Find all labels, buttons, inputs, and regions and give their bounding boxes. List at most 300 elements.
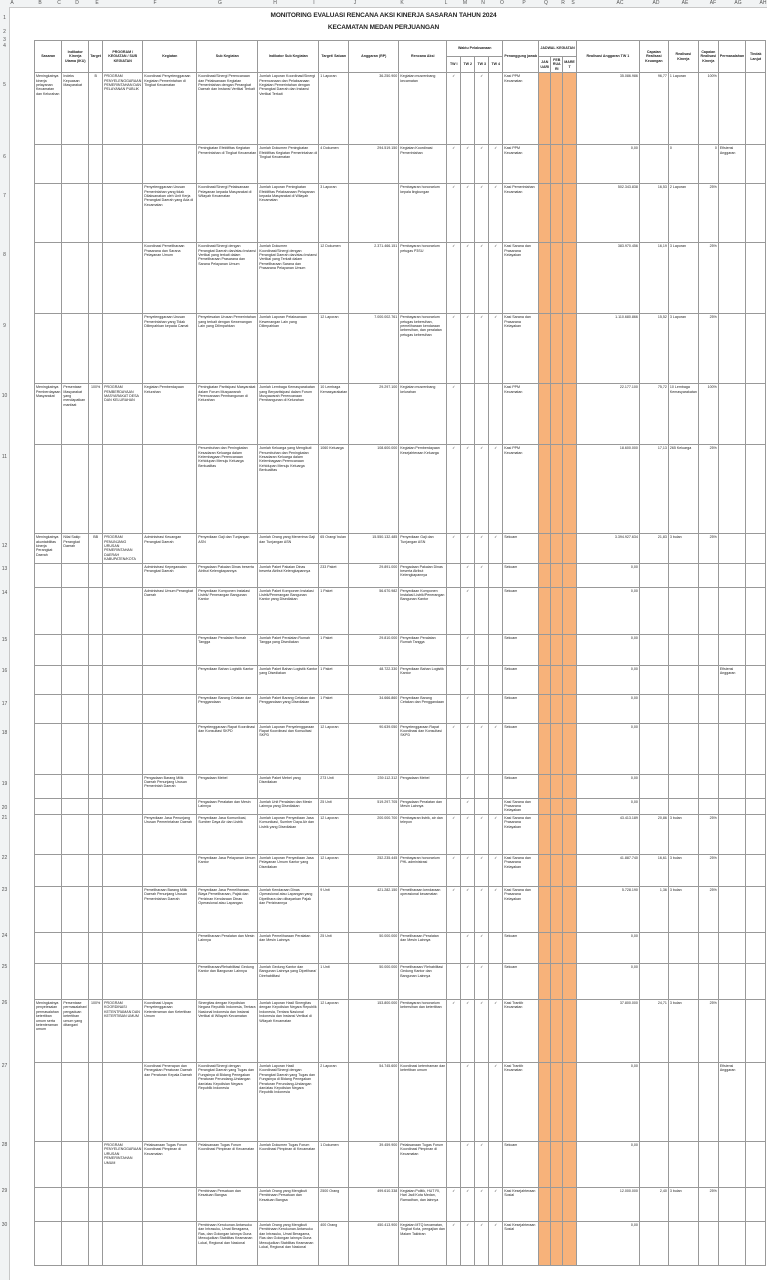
- cell-realisasi-kinerja[interactable]: [668, 932, 698, 963]
- cell-target-satuan[interactable]: 1 Paket: [319, 694, 349, 723]
- cell-sasaran[interactable]: [35, 665, 62, 694]
- cell-target-satuan[interactable]: 400 Orang: [319, 1221, 349, 1265]
- cell-tw2[interactable]: ✓: [461, 886, 475, 932]
- jadwal-cell[interactable]: [563, 243, 577, 314]
- cell-permasalahan[interactable]: [718, 1221, 745, 1265]
- cell-realisasi-kinerja[interactable]: [668, 587, 698, 634]
- row-number[interactable]: 28: [1, 1142, 8, 1148]
- cell-sub-kegiatan[interactable]: Penyediaan Bahan Logistik Kantor: [197, 665, 258, 694]
- cell-realisasi-kinerja[interactable]: [668, 723, 698, 774]
- cell-target-satuan[interactable]: 12 Laporan: [319, 814, 349, 854]
- jadwal-cell[interactable]: [551, 384, 563, 445]
- cell-penanggung-jawab[interactable]: Sekcam: [503, 534, 539, 563]
- cell-program[interactable]: [103, 694, 143, 723]
- cell-target-satuan[interactable]: 1060 Keluarga: [319, 445, 349, 534]
- column-letter[interactable]: O: [500, 0, 504, 6]
- cell-anggaran[interactable]: 48.722.330: [349, 665, 399, 694]
- cell-realisasi-anggaran[interactable]: 0,00: [576, 694, 639, 723]
- jadwal-cell[interactable]: [563, 1062, 577, 1141]
- cell-anggaran[interactable]: 2.371.466.151: [349, 243, 399, 314]
- cell-capaian-kinerja[interactable]: [698, 563, 718, 587]
- cell-tw2[interactable]: ✓: [461, 1221, 475, 1265]
- cell-realisasi-kinerja[interactable]: 3 bulan: [668, 886, 698, 932]
- cell-sasaran[interactable]: [35, 963, 62, 999]
- cell-capaian-kinerja[interactable]: [698, 798, 718, 814]
- cell-target-satuan[interactable]: 12 Dokumen: [319, 243, 349, 314]
- cell-tw3[interactable]: [475, 384, 489, 445]
- cell-capaian-kinerja[interactable]: [698, 723, 718, 774]
- cell-rencana-aksi[interactable]: Koordinasi ketentraman dan ketertiban umum: [399, 1062, 447, 1141]
- cell-indikator-sub[interactable]: Jumlah Dokumen Tugas Forum Koordinasi Pimpinan di Kecamatan: [258, 1141, 319, 1187]
- cell-permasalahan[interactable]: [718, 1141, 745, 1187]
- cell-capaian-kinerja[interactable]: 25%: [698, 814, 718, 854]
- cell-tw1[interactable]: [447, 963, 461, 999]
- cell-kegiatan[interactable]: Penyediaan Jasa Penunjang Urusan Pemerintahan Daerah: [143, 814, 197, 854]
- cell-capaian-kinerja[interactable]: 25%: [698, 999, 718, 1062]
- cell-penanggung-jawab[interactable]: Kasi PPM Kecamatan: [503, 73, 539, 145]
- row-number[interactable]: 1: [3, 15, 6, 21]
- row-number[interactable]: 22: [1, 855, 8, 861]
- cell-anggaran[interactable]: 34.666.860: [349, 694, 399, 723]
- cell-tw1[interactable]: ✓: [447, 184, 461, 243]
- cell-realisasi-anggaran[interactable]: 0,00: [576, 634, 639, 665]
- cell-program[interactable]: [103, 665, 143, 694]
- cell-tindak-lanjut[interactable]: [746, 999, 766, 1062]
- cell-tw3[interactable]: ✓: [475, 243, 489, 314]
- cell-realisasi-anggaran[interactable]: 0,00: [576, 563, 639, 587]
- cell-target-satuan[interactable]: 273 Unit: [319, 774, 349, 798]
- cell-sasaran[interactable]: [35, 694, 62, 723]
- cell-kegiatan[interactable]: [143, 445, 197, 534]
- cell-iku[interactable]: [62, 587, 89, 634]
- cell-anggaran[interactable]: 54.745.600: [349, 1062, 399, 1141]
- row-number[interactable]: 4: [3, 43, 6, 49]
- cell-anggaran[interactable]: 29.810.000: [349, 634, 399, 665]
- jadwal-cell[interactable]: [551, 587, 563, 634]
- cell-tw3[interactable]: [475, 587, 489, 634]
- cell-sasaran[interactable]: [35, 1141, 62, 1187]
- cell-tw1[interactable]: ✓: [447, 723, 461, 774]
- jadwal-cell[interactable]: [563, 854, 577, 886]
- column-letter[interactable]: K: [400, 0, 404, 6]
- cell-target[interactable]: [89, 184, 103, 243]
- cell-capaian-keuangan[interactable]: 1,36: [639, 886, 668, 932]
- jadwal-cell[interactable]: [539, 886, 551, 932]
- cell-target-satuan[interactable]: 1 Paket: [319, 587, 349, 634]
- cell-rencana-aksi[interactable]: Pemeliharaan Peralatan dan Mesin Lainnya: [399, 932, 447, 963]
- cell-rencana-aksi[interactable]: Pengadaan Mebel: [399, 774, 447, 798]
- column-letter[interactable]: R: [561, 0, 565, 6]
- column-letter[interactable]: E: [95, 0, 99, 6]
- cell-capaian-keuangan[interactable]: 16,61: [639, 854, 668, 886]
- cell-penanggung-jawab[interactable]: Sekcam: [503, 665, 539, 694]
- jadwal-cell[interactable]: [539, 184, 551, 243]
- cell-anggaran[interactable]: 153.800.000: [349, 999, 399, 1062]
- cell-indikator-sub[interactable]: Jumlah Orang yang Menerima Gaji dan Tunjangan ASN: [258, 534, 319, 563]
- cell-permasalahan[interactable]: [718, 774, 745, 798]
- cell-rencana-aksi[interactable]: Kegiatan Politik, HUT RI, Hari Jadi Kota Medan, Ramadhan, dan lainnya: [399, 1187, 447, 1221]
- cell-realisasi-anggaran[interactable]: 0,00: [576, 798, 639, 814]
- row-number[interactable]: 26: [1, 1000, 8, 1006]
- cell-penanggung-jawab[interactable]: Kasi Kesejahteraan Sosial: [503, 1187, 539, 1221]
- column-letter[interactable]: I: [313, 0, 315, 6]
- cell-anggaran[interactable]: 421.282.150: [349, 886, 399, 932]
- cell-target[interactable]: [89, 723, 103, 774]
- cell-penanggung-jawab[interactable]: Sekcam: [503, 634, 539, 665]
- cell-tw1[interactable]: [447, 563, 461, 587]
- cell-tindak-lanjut[interactable]: [746, 814, 766, 854]
- cell-sub-kegiatan[interactable]: Koordinasi/Sinergi dengan Perangkat Daerah yang Tugas dan Fungsinya di Bidang Penegakan Peraturan Perundang-Undangan dan/atau Kepolisian Negara Republik Indonesia: [197, 1062, 258, 1141]
- cell-realisasi-kinerja[interactable]: 3 bulan: [668, 854, 698, 886]
- row-number[interactable]: 2: [3, 29, 6, 35]
- cell-anggaran[interactable]: 239.112.312: [349, 774, 399, 798]
- cell-realisasi-kinerja[interactable]: [668, 1221, 698, 1265]
- jadwal-cell[interactable]: [551, 184, 563, 243]
- cell-realisasi-kinerja[interactable]: [668, 774, 698, 798]
- row-number[interactable]: 24: [1, 933, 8, 939]
- cell-capaian-kinerja[interactable]: [698, 665, 718, 694]
- cell-kegiatan[interactable]: Kegiatan Pemberdayaan Kelurahan: [143, 384, 197, 445]
- cell-tw1[interactable]: [447, 774, 461, 798]
- cell-sasaran[interactable]: [35, 243, 62, 314]
- cell-sasaran[interactable]: [35, 774, 62, 798]
- cell-sasaran[interactable]: [35, 563, 62, 587]
- jadwal-cell[interactable]: [551, 445, 563, 534]
- cell-anggaran[interactable]: 7.000.002.761: [349, 314, 399, 384]
- cell-capaian-kinerja[interactable]: [698, 587, 718, 634]
- cell-capaian-keuangan[interactable]: [639, 634, 668, 665]
- cell-anggaran[interactable]: 252.235.445: [349, 854, 399, 886]
- cell-sub-kegiatan[interactable]: Penyediaan Peralatan Rumah Tangga: [197, 634, 258, 665]
- cell-sasaran[interactable]: [35, 886, 62, 932]
- cell-rencana-aksi[interactable]: Pelaksanaan Tugas Forum Koordinasi Pimpinan di Kecamatan: [399, 1141, 447, 1187]
- cell-program[interactable]: [103, 1062, 143, 1141]
- cell-penanggung-jawab[interactable]: Kasi PPM Kecamatan: [503, 445, 539, 534]
- row-number[interactable]: 30: [1, 1222, 8, 1228]
- cell-target-satuan[interactable]: 9 Unit: [319, 886, 349, 932]
- cell-tw2[interactable]: ✓: [461, 184, 475, 243]
- cell-rencana-aksi[interactable]: Penyediaan Bahan Logistik Kantor: [399, 665, 447, 694]
- cell-rencana-aksi[interactable]: Pengadaan Pakaian Dinas beserta Atribut Kelengkapannya: [399, 563, 447, 587]
- row-number[interactable]: 5: [3, 82, 6, 88]
- jadwal-cell[interactable]: [539, 563, 551, 587]
- cell-target-satuan[interactable]: 10 Lembaga Kemasyarakatan: [319, 384, 349, 445]
- cell-penanggung-jawab[interactable]: Sekcam: [503, 723, 539, 774]
- cell-target-satuan[interactable]: 65 Orang/ bulan: [319, 534, 349, 563]
- cell-capaian-kinerja[interactable]: 0: [698, 145, 718, 184]
- jadwal-cell[interactable]: [551, 774, 563, 798]
- column-letter[interactable]: H: [273, 0, 277, 6]
- cell-tw1[interactable]: ✓: [447, 1221, 461, 1265]
- cell-capaian-keuangan[interactable]: [639, 145, 668, 184]
- cell-kegiatan[interactable]: Pengadaan Barang Milik Daerah Penunjang Urusan Pemerintah Daerah: [143, 774, 197, 798]
- jadwal-cell[interactable]: [539, 854, 551, 886]
- cell-realisasi-anggaran[interactable]: 383.970.456: [576, 243, 639, 314]
- cell-tw3[interactable]: [475, 694, 489, 723]
- jadwal-cell[interactable]: [563, 314, 577, 384]
- cell-permasalahan[interactable]: [718, 445, 745, 534]
- cell-capaian-kinerja[interactable]: [698, 634, 718, 665]
- cell-target[interactable]: [89, 314, 103, 384]
- cell-sub-kegiatan[interactable]: Pengadaan Mebel: [197, 774, 258, 798]
- cell-penanggung-jawab[interactable]: Kasi Sarana dan Prasarana Kelayakan: [503, 243, 539, 314]
- cell-sub-kegiatan[interactable]: Pemeliharaan/Rehabilitasi Gedung Kantor dan Bangunan Lainnya: [197, 963, 258, 999]
- cell-target-satuan[interactable]: 12 Laporan: [319, 723, 349, 774]
- cell-permasalahan[interactable]: [718, 798, 745, 814]
- cell-penanggung-jawab[interactable]: Sekcam: [503, 1141, 539, 1187]
- cell-sasaran[interactable]: [35, 1187, 62, 1221]
- jadwal-cell[interactable]: [563, 1187, 577, 1221]
- cell-program[interactable]: [103, 634, 143, 665]
- column-letter[interactable]: AF: [709, 0, 717, 6]
- cell-iku[interactable]: [62, 243, 89, 314]
- cell-realisasi-anggaran[interactable]: 0,00: [576, 665, 639, 694]
- cell-realisasi-anggaran[interactable]: 35.086.986: [576, 73, 639, 145]
- cell-realisasi-kinerja[interactable]: 1 Laporan: [668, 73, 698, 145]
- cell-realisasi-anggaran[interactable]: 0,00: [576, 1062, 639, 1141]
- cell-tw3[interactable]: ✓: [475, 1141, 489, 1187]
- cell-sub-kegiatan[interactable]: Pengadaan Peralatan dan Mesin Lainnya: [197, 798, 258, 814]
- cell-kegiatan[interactable]: [143, 963, 197, 999]
- cell-realisasi-anggaran[interactable]: 0,00: [576, 145, 639, 184]
- cell-realisasi-anggaran[interactable]: 3.394.927.634: [576, 534, 639, 563]
- cell-sub-kegiatan[interactable]: Pembinaan Kerukunan Antarsuku dan Intrasuku, Umat Beragama, Ras, dan Golongan lainnya Guna Mewujudkan Stabilitas Keamanan Lokal, Regional dan Nasional: [197, 1221, 258, 1265]
- cell-realisasi-kinerja[interactable]: 3 bulan: [668, 814, 698, 854]
- cell-tw3[interactable]: [475, 634, 489, 665]
- jadwal-cell[interactable]: [563, 694, 577, 723]
- cell-permasalahan[interactable]: [718, 932, 745, 963]
- jadwal-cell[interactable]: [539, 384, 551, 445]
- cell-sub-kegiatan[interactable]: Penyediaan Jasa Pelayanan Umum Kantor: [197, 854, 258, 886]
- cell-kegiatan[interactable]: [143, 798, 197, 814]
- cell-tw4[interactable]: [489, 694, 503, 723]
- jadwal-cell[interactable]: [563, 999, 577, 1062]
- cell-sub-kegiatan[interactable]: Penyediaan Jasa Komunikasi, Sumber Daya Air dan Listrik: [197, 814, 258, 854]
- cell-program[interactable]: PROGRAM KOORDINASI KETENTRAMAN DAN KETERTIBAN UMUM: [103, 999, 143, 1062]
- cell-rencana-aksi[interactable]: Kegiatan Pemberdayaan Kesejahteraan Keluarga: [399, 445, 447, 534]
- cell-iku[interactable]: [62, 963, 89, 999]
- row-number[interactable]: 7: [3, 193, 6, 199]
- cell-sasaran[interactable]: [35, 587, 62, 634]
- cell-target[interactable]: [89, 634, 103, 665]
- cell-penanggung-jawab[interactable]: Kasi Sarana dan Prasarana Kelayakan: [503, 886, 539, 932]
- row-number[interactable]: 15: [1, 637, 8, 643]
- jadwal-cell[interactable]: [539, 963, 551, 999]
- row-number[interactable]: 18: [1, 730, 8, 736]
- cell-target[interactable]: [89, 963, 103, 999]
- cell-indikator-sub[interactable]: Jumlah Laporan Hasil Sinergitas dengan Kepolisian Negara Republik Indonesia, Tentara Nasional Indonesia dan Instansi Vertikal di Wilayah Kecamatan: [258, 999, 319, 1062]
- cell-sub-kegiatan[interactable]: Koordinasi/Sinergi Perencanaan dan Pelaksanaan Kegiatan Pemerintahan dengan Perangkat Daerah dan Instansi Vertikal Terkait: [197, 73, 258, 145]
- cell-permasalahan[interactable]: [718, 999, 745, 1062]
- cell-tw1[interactable]: [447, 1062, 461, 1141]
- cell-anggaran[interactable]: 15.550.132.485: [349, 534, 399, 563]
- cell-target[interactable]: [89, 1141, 103, 1187]
- cell-program[interactable]: [103, 723, 143, 774]
- cell-program[interactable]: PROGRAM PENYELENGGARAAN URUSAN PEMERINTAHAN UMUM: [103, 1141, 143, 1187]
- cell-anggaran[interactable]: 29.297.100: [349, 384, 399, 445]
- cell-kegiatan[interactable]: [143, 932, 197, 963]
- jadwal-cell[interactable]: [539, 1221, 551, 1265]
- cell-realisasi-anggaran[interactable]: 18.600.000: [576, 445, 639, 534]
- cell-iku[interactable]: [62, 854, 89, 886]
- cell-realisasi-kinerja[interactable]: 10 Lembaga Kemasyarakatan: [668, 384, 698, 445]
- jadwal-cell[interactable]: [539, 73, 551, 145]
- cell-indikator-sub[interactable]: Jumlah Dokumen Peningkatan Efektifitas Kegiatan Pemerintahan di Tingkat Kecamatan: [258, 145, 319, 184]
- cell-indikator-sub[interactable]: Jumlah Paket Mebel yang Disediakan: [258, 774, 319, 798]
- jadwal-cell[interactable]: [551, 1187, 563, 1221]
- cell-tindak-lanjut[interactable]: [746, 563, 766, 587]
- cell-program[interactable]: [103, 932, 143, 963]
- cell-target[interactable]: [89, 587, 103, 634]
- cell-kegiatan[interactable]: [143, 1187, 197, 1221]
- cell-indikator-sub[interactable]: Jumlah Kendaraan Dinas Operasional atau Lapangan yang Dipelihara dan dibayarkan Pajak dan Perizinannya: [258, 886, 319, 932]
- cell-rencana-aksi[interactable]: Kegiatan musrenbang kecamatan: [399, 73, 447, 145]
- cell-capaian-keuangan[interactable]: 17,13: [639, 445, 668, 534]
- cell-kegiatan[interactable]: [143, 854, 197, 886]
- cell-tw3[interactable]: ✓: [475, 1187, 489, 1221]
- cell-kegiatan[interactable]: [143, 665, 197, 694]
- cell-tw2[interactable]: ✓: [461, 445, 475, 534]
- cell-sasaran[interactable]: [35, 854, 62, 886]
- cell-tw4[interactable]: ✓: [489, 184, 503, 243]
- jadwal-cell[interactable]: [539, 534, 551, 563]
- cell-capaian-keuangan[interactable]: [639, 587, 668, 634]
- cell-capaian-kinerja[interactable]: [698, 963, 718, 999]
- cell-penanggung-jawab[interactable]: Kasi Pemerintahan Kecamatan: [503, 184, 539, 243]
- cell-sub-kegiatan[interactable]: Sinergitas dengan Kepolisian Negara Republik Indonesia, Tentara Nasional Indonesia dan Instansi Vertikal di Wilayah Kecamatan: [197, 999, 258, 1062]
- cell-penanggung-jawab[interactable]: Kasi Trantib Kecamatan: [503, 999, 539, 1062]
- cell-iku[interactable]: Persentase permasalahan/ pengaduan ketertiban umum yang ditangani: [62, 999, 89, 1062]
- cell-rencana-aksi[interactable]: Pembayaran honorarium kepala lingkungan: [399, 184, 447, 243]
- column-letter[interactable]: Q: [544, 0, 548, 6]
- cell-tw4[interactable]: ✓: [489, 1221, 503, 1265]
- cell-anggaran[interactable]: [349, 184, 399, 243]
- cell-target-satuan[interactable]: 3 Laporan: [319, 184, 349, 243]
- cell-target-satuan[interactable]: 2 Laporan: [319, 1062, 349, 1141]
- cell-rencana-aksi[interactable]: Pembayaran listrik, air dan telepon: [399, 814, 447, 854]
- cell-tindak-lanjut[interactable]: [746, 665, 766, 694]
- cell-capaian-kinerja[interactable]: [698, 694, 718, 723]
- cell-realisasi-kinerja[interactable]: 3 Laporan: [668, 243, 698, 314]
- cell-indikator-sub[interactable]: Jumlah Orang yang Mengikuti Pembinaan Kerukunan Antarsuku dan Intrasuku, Umat Beragama, Ras dan Golongan lainnya Guna Mewujudkan Stabilitas Keamanan Lokal, Regional dan Nasional: [258, 1221, 319, 1265]
- cell-tw1[interactable]: ✓: [447, 854, 461, 886]
- cell-target[interactable]: [89, 774, 103, 798]
- column-letter[interactable]: AE: [681, 0, 689, 6]
- cell-tindak-lanjut[interactable]: [746, 1062, 766, 1141]
- cell-realisasi-anggaran[interactable]: 43.413.189: [576, 814, 639, 854]
- cell-sasaran[interactable]: [35, 814, 62, 854]
- column-letter[interactable]: D: [75, 0, 79, 6]
- jadwal-cell[interactable]: [539, 634, 551, 665]
- cell-iku[interactable]: Nilai Sakip Perangkat Daerah: [62, 534, 89, 563]
- jadwal-cell[interactable]: [563, 384, 577, 445]
- cell-capaian-kinerja[interactable]: 100%: [698, 73, 718, 145]
- cell-target-satuan[interactable]: 1 Unit: [319, 963, 349, 999]
- cell-tw3[interactable]: ✓: [475, 1221, 489, 1265]
- cell-anggaran[interactable]: 50.000.000: [349, 932, 399, 963]
- row-number[interactable]: 14: [1, 590, 8, 596]
- cell-tw4[interactable]: ✓: [489, 723, 503, 774]
- column-letter[interactable]: AD: [652, 0, 660, 6]
- cell-target[interactable]: [89, 665, 103, 694]
- cell-rencana-aksi[interactable]: Penyediaan Gaji dan Tunjangan ASN: [399, 534, 447, 563]
- cell-permasalahan[interactable]: [718, 243, 745, 314]
- cell-target[interactable]: [89, 563, 103, 587]
- cell-sasaran[interactable]: Meningkatnya akuntabilitas kinerja Perangkat Daerah: [35, 534, 62, 563]
- cell-anggaran[interactable]: 56.670.982: [349, 587, 399, 634]
- cell-iku[interactable]: [62, 814, 89, 854]
- cell-sub-kegiatan[interactable]: Pengadaan Pakaian Dinas beserta Atribut Kelengkapannya: [197, 563, 258, 587]
- row-number[interactable]: 13: [1, 566, 8, 572]
- cell-tw3[interactable]: ✓: [475, 534, 489, 563]
- cell-target-satuan[interactable]: 1 Paket: [319, 665, 349, 694]
- cell-target-satuan[interactable]: 25 Unit: [319, 798, 349, 814]
- cell-tw4[interactable]: [489, 384, 503, 445]
- cell-tw2[interactable]: ✓: [461, 963, 475, 999]
- cell-iku[interactable]: [62, 634, 89, 665]
- column-letter[interactable]: G: [218, 0, 222, 6]
- cell-anggaran[interactable]: 90.639.050: [349, 723, 399, 774]
- cell-tw1[interactable]: ✓: [447, 73, 461, 145]
- jadwal-cell[interactable]: [563, 587, 577, 634]
- column-letter[interactable]: AH: [759, 0, 767, 6]
- cell-indikator-sub[interactable]: Jumlah Laporan Pelaksanaan Kewenangan Lain yang Dilimpahkan: [258, 314, 319, 384]
- jadwal-cell[interactable]: [539, 694, 551, 723]
- cell-permasalahan[interactable]: [718, 384, 745, 445]
- cell-anggaran[interactable]: 50.000.000: [349, 963, 399, 999]
- cell-tw4[interactable]: [489, 73, 503, 145]
- jadwal-cell[interactable]: [551, 145, 563, 184]
- jadwal-cell[interactable]: [563, 963, 577, 999]
- cell-target-satuan[interactable]: 1 Paket: [319, 634, 349, 665]
- jadwal-cell[interactable]: [563, 665, 577, 694]
- cell-rencana-aksi[interactable]: Pemeliharaan kendaraan operasional kecamatan: [399, 886, 447, 932]
- cell-target[interactable]: 100%: [89, 999, 103, 1062]
- cell-capaian-keuangan[interactable]: 75,72: [639, 384, 668, 445]
- jadwal-cell[interactable]: [563, 563, 577, 587]
- cell-capaian-keuangan[interactable]: [639, 774, 668, 798]
- cell-tw3[interactable]: [475, 774, 489, 798]
- cell-realisasi-kinerja[interactable]: 3 bulan: [668, 534, 698, 563]
- cell-realisasi-anggaran[interactable]: 0,00: [576, 963, 639, 999]
- jadwal-cell[interactable]: [563, 1221, 577, 1265]
- cell-capaian-keuangan[interactable]: [639, 694, 668, 723]
- cell-realisasi-kinerja[interactable]: [668, 798, 698, 814]
- cell-program[interactable]: [103, 886, 143, 932]
- cell-iku[interactable]: [62, 563, 89, 587]
- cell-tw4[interactable]: [489, 798, 503, 814]
- cell-realisasi-kinerja[interactable]: [668, 963, 698, 999]
- cell-tw4[interactable]: ✓: [489, 534, 503, 563]
- cell-kegiatan[interactable]: Koordinasi Upaya Penyelenggaraan Ketenteraman dan Ketertiban Umum: [143, 999, 197, 1062]
- cell-tw3[interactable]: ✓: [475, 814, 489, 854]
- cell-target[interactable]: [89, 145, 103, 184]
- cell-realisasi-kinerja[interactable]: 3 bulan: [668, 1187, 698, 1221]
- cell-indikator-sub[interactable]: Jumlah Paket Bahan Logistik Kantor yang Disediakan: [258, 665, 319, 694]
- column-letter[interactable]: AG: [734, 0, 742, 6]
- cell-target-satuan[interactable]: 12 Laporan: [319, 999, 349, 1062]
- cell-indikator-sub[interactable]: Jumlah Laporan Penyediaan Jasa Komunikasi, Sumber Daya Air dan Listrik yang Disediakan: [258, 814, 319, 854]
- cell-realisasi-kinerja[interactable]: [668, 665, 698, 694]
- cell-sub-kegiatan[interactable]: Pemeliharaan Peralatan dan Mesin Lainnya: [197, 932, 258, 963]
- jadwal-cell[interactable]: [539, 243, 551, 314]
- cell-tindak-lanjut[interactable]: [746, 445, 766, 534]
- cell-tw2[interactable]: ✓: [461, 694, 475, 723]
- cell-kegiatan[interactable]: Koordinasi Pemeliharaan Prasarana dan Sarana Pelayanan Umum: [143, 243, 197, 314]
- jadwal-cell[interactable]: [563, 145, 577, 184]
- row-number[interactable]: 27: [1, 1063, 8, 1069]
- cell-tw1[interactable]: ✓: [447, 534, 461, 563]
